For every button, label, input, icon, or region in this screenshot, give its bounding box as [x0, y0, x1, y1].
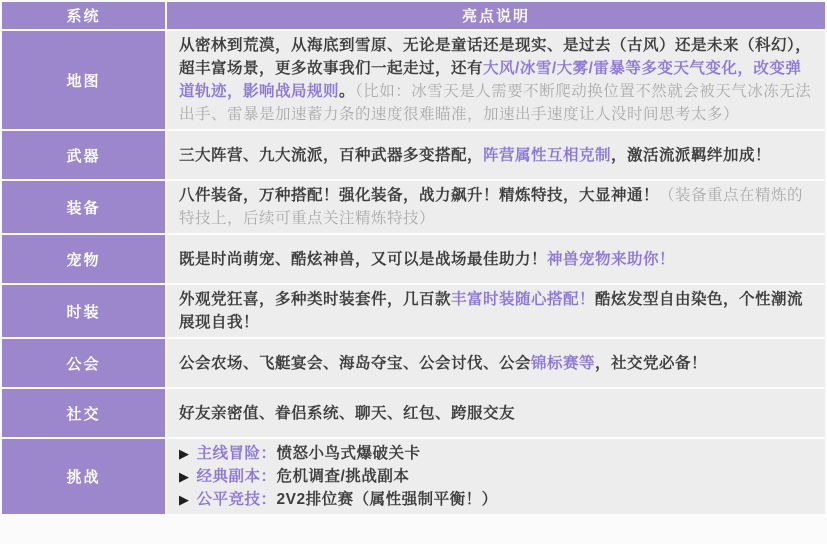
text-segment-text: 八件装备，万种搭配！强化装备，战力飙升！精炼特技，大显神通！ [179, 187, 660, 204]
text-segment-text: 。 [339, 83, 356, 100]
text-segment-text: ，激活流派羁绊加成！ [611, 146, 772, 164]
table-row [2, 181, 825, 233]
highlight-line [179, 288, 813, 334]
system-name: 公会 [2, 339, 165, 387]
highlight-line [179, 34, 813, 126]
highlight-line [179, 248, 813, 271]
text-segment-text: 外观党狂喜，多种类时装套件，几百款 [179, 291, 452, 308]
text-segment-text: ，社交党必备！ [595, 354, 708, 372]
text-segment-note: （比如：冰雪天是人需要不断爬动换位置不然就会被天气冰冻无法出手、雷暴是加速蓄力条的速度很难瞄准，加速出手速度让人没时间思考太多） [179, 83, 812, 123]
highlight-cell [167, 285, 825, 337]
text-segment-text: 既是时尚萌宠、酷炫神兽，又可以是战场最佳助力！ [179, 250, 548, 268]
table-row [2, 285, 825, 337]
system-name: 挑战 [2, 439, 165, 514]
table-row [2, 439, 825, 514]
highlight-line [179, 144, 813, 167]
highlight-cell [167, 339, 825, 387]
bullet-arrow-icon: ▶ [179, 446, 190, 461]
text-segment-text: 从密林到荒漠，从海底到雪原、无论是童话还是现实、是过去（古风）还是未来（科幻），超丰富场景，更多故事我们一起走过，还有 [179, 37, 812, 77]
text-segment-text: 危机调查/挑战副本 [276, 468, 410, 485]
table-row [2, 235, 825, 283]
text-segment-note: （装备重点在精炼的特技上，后续可重点关注精炼特技） [179, 187, 804, 227]
text-segment-em: 经典副本： [196, 468, 277, 485]
highlight-line [179, 184, 813, 230]
system-name: 装备 [2, 181, 165, 233]
text-segment-em: 神兽宠物来助你！ [547, 250, 676, 268]
highlight-line [179, 402, 813, 425]
highlight-line [179, 488, 813, 511]
header-cell-highlights: 亮点说明 [167, 2, 825, 29]
highlight-line [179, 465, 813, 488]
text-segment-em: 阵营属性互相克制 [483, 146, 612, 164]
text-segment-em: 主线冒险： [196, 445, 277, 462]
bullet-arrow-icon: ▶ [179, 469, 190, 484]
table-row [2, 339, 825, 387]
highlight-line [179, 442, 813, 465]
highlight-cell [167, 31, 825, 129]
system-name: 武器 [2, 131, 165, 179]
highlight-line [179, 352, 813, 375]
system-name: 宠物 [2, 235, 165, 283]
system-name: 地图 [2, 31, 165, 129]
text-segment-em: 丰富时装随心搭配！ [451, 291, 596, 308]
table-row [2, 389, 825, 437]
text-segment-text: 愤怒小鸟式爆破关卡 [276, 445, 421, 462]
highlight-cell [167, 235, 825, 283]
text-segment-text: 好友亲密值、眷侣系统、聊天、红包、跨服交友 [179, 404, 516, 422]
table-row [2, 31, 825, 129]
text-segment-em: 公平竞技： [196, 491, 277, 508]
table-header-row [2, 2, 825, 29]
features-table [2, 2, 825, 514]
header-cell-system: 系统 [2, 2, 165, 29]
bullet-arrow-icon: ▶ [179, 492, 190, 507]
text-segment-text: 酷炫发型自由染色，个性潮流展现自我！ [179, 291, 804, 331]
highlight-cell [167, 389, 825, 437]
system-name: 社交 [2, 389, 165, 437]
highlight-cell [167, 131, 825, 179]
text-segment-em: 大风/冰雪/大雾/雷暴等多变天气变化，改变弹道轨迹，影响战局规则 [179, 60, 802, 100]
table-row [2, 131, 825, 179]
highlight-cell [167, 181, 825, 233]
table-rows [2, 31, 825, 514]
text-segment-text: 三大阵营、九大流派，百种武器多变搭配， [179, 146, 484, 164]
text-segment-em: 锦标赛等 [531, 354, 596, 372]
text-segment-text: 2V2排位赛（属性强制平衡！） [276, 491, 498, 508]
highlight-cell [167, 439, 825, 514]
system-name: 时装 [2, 285, 165, 337]
text-segment-text: 公会农场、飞艇宴会、海岛夺宝、公会讨伐、公会 [179, 354, 532, 372]
